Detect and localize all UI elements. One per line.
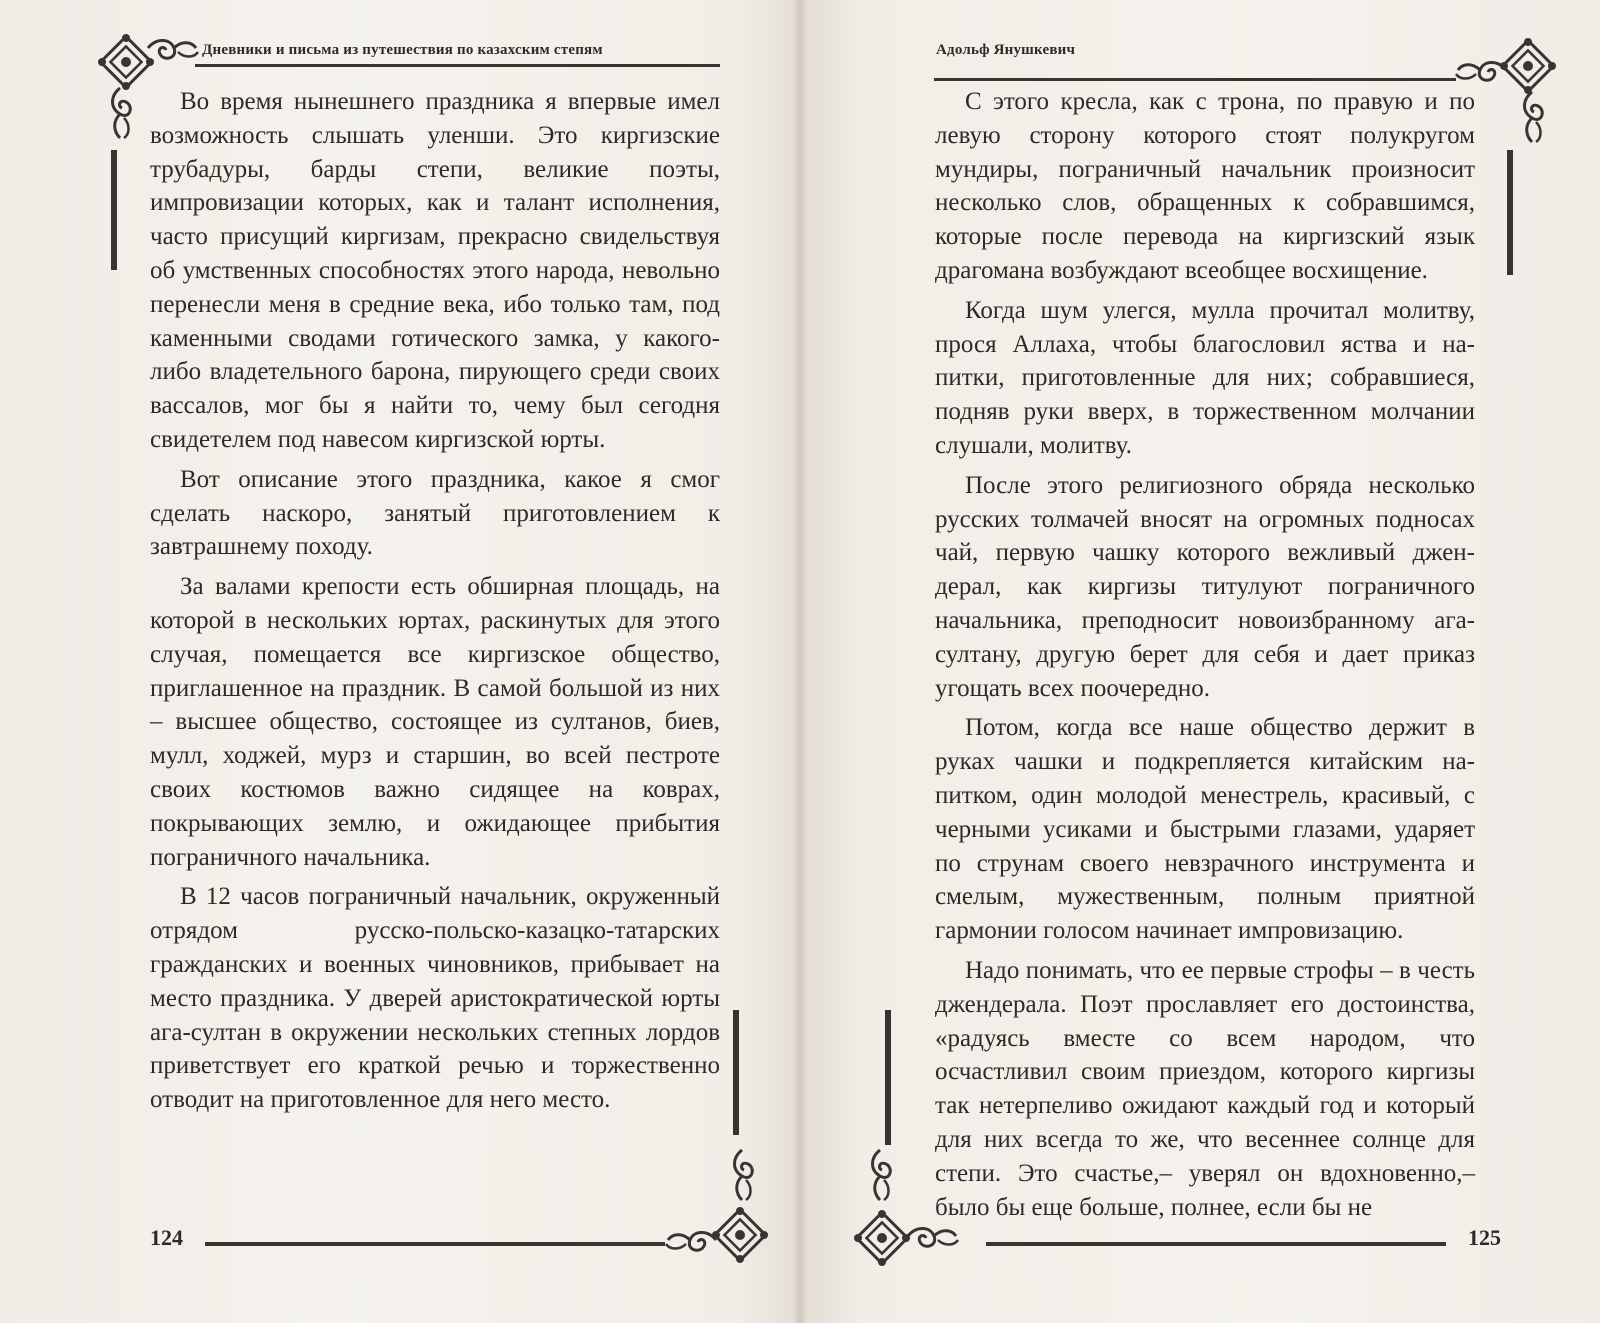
footer-rule — [205, 1242, 665, 1246]
page-number: 125 — [1468, 1225, 1501, 1250]
bottom-left-corner-ornament — [850, 1140, 980, 1270]
left-margin-bar — [111, 150, 117, 270]
paragraph: Потом, когда все наше общество держит в руках чашки и подкрепляется китайским напитком, один молодой менестрель, красивый, с черными усиками и быстрыми глазами, ударяет по струнам своего невзрачного инструмента и смелым, мужественным, полным приятной гармонии голосом начинает импровизацию. — [935, 714, 1475, 945]
book-gutter — [792, 0, 808, 1323]
running-head: Дневники и письма из путешествия по казахским степям — [202, 42, 603, 58]
right-page — [800, 0, 1600, 1323]
paragraph: Вот описание этого праздника, какое я смог сделать наскоро, занятый приготовлением к завтрашнему походу. — [150, 465, 720, 561]
paragraph: С этого кресла, как с трона, по правую и по левую сторону которого стоят полукругом мундиры, пограничный начальник произносит несколько слов, обращенных к собравшимся, которые после перевода на киргизский язык драгомана возбуждают всеобщее восхищение. — [935, 88, 1475, 284]
right-margin-bar — [733, 1010, 739, 1135]
footer-rule — [986, 1242, 1446, 1246]
running-head: Адольф Янушкевич — [936, 42, 1076, 58]
body-text — [150, 85, 720, 1123]
right-margin-bar — [1507, 150, 1513, 275]
paragraph: Когда шум улегся, мулла прочитал молитву, прося Аллаха, чтобы благословил яства и напитки, приготовленные для них; собравшиеся, подняв руки вверх, в торжественном молчании слушали, молитву. — [935, 296, 1475, 459]
page-number: 124 — [150, 1225, 183, 1250]
paragraph: Во время нынешнего праздника я впервые имел возможность слышать уленши. Это киргизские трубадуры, барды степи, великие поэты, импровизации которых, как и талант исполнения, часто присущий киргизам, прекрасно свидельствуя об умственных способностях этого народа, невольно перенесли меня в средние века, ибо только там, под каменными сводами готического замка, у какого-либо владетельного барона, пирующего среди своих вассалов, мог бы я найти то, чему был сегодня свидетелем под навесом киргизской юрты. — [150, 88, 720, 453]
paragraph: В 12 часов пограничный начальник, окруженный отрядом русско-польско-казацко-татарских гражданских и военных чиновников, прибывает на место праздника. У дверей аристократической юрты ага-султан в окружении нескольких степных лордов приветствует его краткой речью и торжественно отводит на приготовленное для него место. — [150, 883, 720, 1114]
paragraph: Надо понимать, что ее первые строфы – в честь джендерала. Поэт прославляет его достоинства, «радуясь вместе со всем народом, что осчастливил своим приездом, которого киргизы так нетерпеливо ожидают каждый год и который для них всегда то же, что весеннее солнце для степи. Это счастье,– уверял он вдохновенно,– было бы еще больше, полнее, если бы не — [935, 956, 1475, 1221]
left-margin-bar — [885, 1010, 891, 1145]
paragraph: За валами крепости есть обширная площадь, на которой в нескольких юртах, раскинутых для этого случая, помещается все киргизское общество, приглашенное на праздник. В самой большой из них – высшее общество, состоящее из султанов, биев, мулл, ходжей, мурз и старшин, во всей пестроте своих костюмов важно сидящее на коврах, покрывающих землю, и ожидающее прибытия пограничного начальника. — [150, 573, 720, 871]
body-text — [935, 85, 1475, 1230]
paragraph: После этого религиозного обряда несколько русских толмачей вносят на огромных подносах чай, первую чашку которого вежливый джендерал, как киргизы титулуют пограничного начальника, преподносит новоизбранному ага-султану, другую берет для себя и дает приказ угощать всех поочередно. — [935, 471, 1475, 702]
bottom-right-corner-ornament — [660, 1140, 770, 1270]
header-rule — [934, 78, 1456, 81]
header-rule — [195, 64, 720, 67]
